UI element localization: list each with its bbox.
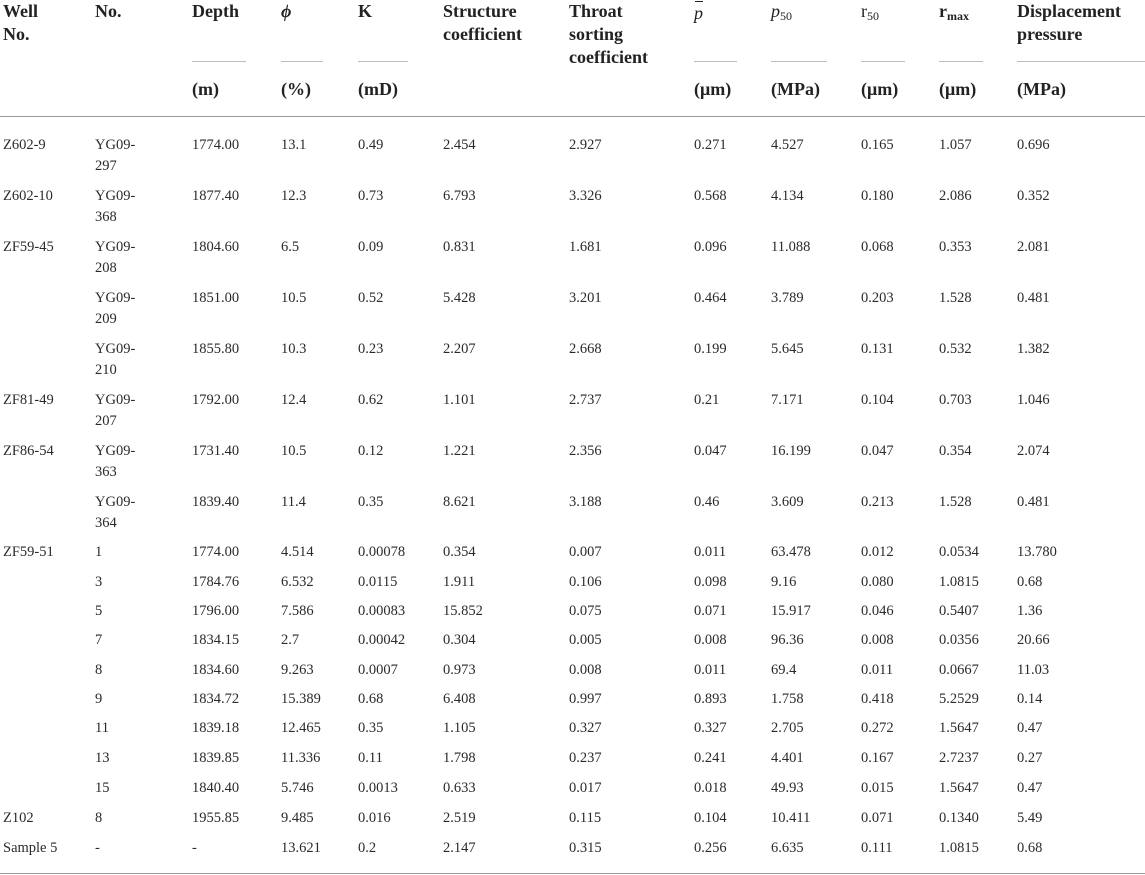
header-throat-line3: coefficient bbox=[569, 47, 648, 67]
cell-sc: 0.304 bbox=[443, 632, 476, 648]
cell-dp: 0.27 bbox=[1017, 750, 1043, 766]
cell-well: Z602-9 bbox=[3, 137, 46, 153]
header-r50-sub: 50 bbox=[867, 9, 879, 23]
cell-dp: 0.352 bbox=[1017, 188, 1050, 204]
header-throat-line1: Throat bbox=[569, 1, 623, 21]
cell-p50: 2.705 bbox=[771, 720, 804, 736]
cell-no bbox=[95, 748, 110, 769]
cell-sc: 0.633 bbox=[443, 780, 476, 796]
cell-sc: 2.207 bbox=[443, 341, 476, 357]
cell-dp: 20.66 bbox=[1017, 632, 1050, 648]
header-underline-rmax bbox=[939, 61, 983, 62]
cell-dp: 2.081 bbox=[1017, 239, 1050, 255]
cell-phi: 12.4 bbox=[281, 392, 307, 408]
cell-k: 0.12 bbox=[358, 443, 384, 459]
cell-no-line: 364 bbox=[95, 515, 117, 531]
cell-dp: 0.47 bbox=[1017, 780, 1043, 796]
cell-tsc: 3.326 bbox=[569, 188, 602, 204]
cell-dp: 0.481 bbox=[1017, 494, 1050, 510]
cell-pbar: 0.46 bbox=[694, 494, 720, 510]
cell-rmax: 1.528 bbox=[939, 290, 972, 306]
cell-pbar: 0.893 bbox=[694, 691, 727, 707]
cell-dp: 0.696 bbox=[1017, 137, 1050, 153]
cell-pbar: 0.256 bbox=[694, 840, 727, 856]
cell-phi: 13.1 bbox=[281, 137, 307, 153]
cell-r50: 0.131 bbox=[861, 341, 894, 357]
cell-no-line: 8 bbox=[95, 810, 103, 826]
cell-r50: 0.080 bbox=[861, 574, 894, 590]
cell-no-line: 208 bbox=[95, 260, 117, 276]
header-underline-permeability bbox=[358, 61, 408, 62]
cell-no-line: YG09- bbox=[95, 494, 136, 510]
header-rmax-symbol: r bbox=[939, 1, 947, 21]
cell-k: 0.016 bbox=[358, 810, 391, 826]
cell-tsc: 0.017 bbox=[569, 780, 602, 796]
cell-no-line: 3 bbox=[95, 574, 103, 590]
header-underline-r50 bbox=[861, 61, 905, 62]
unit-p50: (MPa) bbox=[771, 79, 820, 99]
cell-no-line: 9 bbox=[95, 691, 103, 707]
cell-dp: 0.68 bbox=[1017, 574, 1043, 590]
cell-phi: 6.532 bbox=[281, 574, 314, 590]
cell-rmax: 1.528 bbox=[939, 494, 972, 510]
cell-well: Z602-10 bbox=[3, 188, 53, 204]
cell-r50: 0.068 bbox=[861, 239, 894, 255]
cell-depth: 1792.00 bbox=[192, 392, 240, 408]
cell-no bbox=[95, 237, 135, 279]
cell-k: 0.49 bbox=[358, 137, 384, 153]
cell-no bbox=[95, 135, 135, 177]
header-permeability: K bbox=[358, 1, 373, 21]
cell-tsc: 1.681 bbox=[569, 239, 602, 255]
cell-p50: 4.134 bbox=[771, 188, 804, 204]
cell-depth: 1839.40 bbox=[192, 494, 240, 510]
cell-tsc: 3.201 bbox=[569, 290, 602, 306]
cell-tsc: 2.356 bbox=[569, 443, 602, 459]
cell-no-line: 7 bbox=[95, 632, 103, 648]
header-throat-line2: sorting bbox=[569, 24, 623, 44]
cell-tsc: 0.315 bbox=[569, 840, 602, 856]
cell-dp: 1.046 bbox=[1017, 392, 1050, 408]
cell-phi: 7.586 bbox=[281, 603, 314, 619]
cell-p50: 63.478 bbox=[771, 544, 811, 560]
cell-p50: 15.917 bbox=[771, 603, 811, 619]
cell-sc: 2.454 bbox=[443, 137, 476, 153]
header-underline-displacement bbox=[1017, 61, 1145, 62]
header-displacement-line2: pressure bbox=[1017, 24, 1083, 44]
cell-k: 0.09 bbox=[358, 239, 384, 255]
cell-well: ZF81-49 bbox=[3, 392, 54, 408]
unit-rmax: (μm) bbox=[939, 79, 977, 99]
cell-r50: 0.008 bbox=[861, 632, 894, 648]
cell-no bbox=[95, 630, 102, 651]
cell-sc: 2.147 bbox=[443, 840, 476, 856]
cell-r50: 0.213 bbox=[861, 494, 894, 510]
cell-depth: 1796.00 bbox=[192, 603, 240, 619]
unit-pbar: (μm) bbox=[694, 79, 732, 99]
cell-no-line: 5 bbox=[95, 603, 103, 619]
header-underline-porosity bbox=[281, 61, 323, 62]
cell-p50: 16.199 bbox=[771, 443, 811, 459]
cell-rmax: 0.532 bbox=[939, 341, 972, 357]
header-p50 bbox=[771, 0, 792, 28]
cell-dp: 13.780 bbox=[1017, 544, 1057, 560]
cell-r50: 0.203 bbox=[861, 290, 894, 306]
cell-phi: 11.336 bbox=[281, 750, 321, 766]
cell-depth: 1840.40 bbox=[192, 780, 240, 796]
cell-k: 0.62 bbox=[358, 392, 384, 408]
cell-no-line: 297 bbox=[95, 158, 117, 174]
unit-permeability: (mD) bbox=[358, 79, 398, 99]
cell-depth: 1834.72 bbox=[192, 691, 240, 707]
cell-tsc: 3.188 bbox=[569, 494, 602, 510]
header-no: No. bbox=[95, 1, 122, 21]
cell-r50: 0.180 bbox=[861, 188, 894, 204]
header-displacement-pressure bbox=[1017, 0, 1121, 46]
cell-no bbox=[95, 778, 110, 799]
cell-no-line: 13 bbox=[95, 750, 110, 766]
cell-no bbox=[95, 572, 102, 593]
cell-tsc: 0.997 bbox=[569, 691, 602, 707]
cell-phi: 4.514 bbox=[281, 544, 314, 560]
cell-no-line: 209 bbox=[95, 311, 117, 327]
cell-p50: 96.36 bbox=[771, 632, 804, 648]
cell-no-line: YG09- bbox=[95, 188, 136, 204]
cell-tsc: 0.075 bbox=[569, 603, 602, 619]
cell-dp: 11.03 bbox=[1017, 662, 1050, 678]
cell-rmax: 2.7237 bbox=[939, 750, 979, 766]
cell-p50: 1.758 bbox=[771, 691, 804, 707]
cell-phi: 13.621 bbox=[281, 840, 321, 856]
cell-pbar: 0.104 bbox=[694, 810, 727, 826]
cell-k: 0.00042 bbox=[358, 632, 406, 648]
cell-p50: 4.401 bbox=[771, 750, 804, 766]
cell-pbar: 0.098 bbox=[694, 574, 727, 590]
unit-r50: (μm) bbox=[861, 79, 899, 99]
cell-r50: 0.011 bbox=[861, 662, 894, 678]
cell-well: Sample 5 bbox=[3, 840, 58, 856]
cell-well: Z102 bbox=[3, 810, 34, 826]
cell-no-line: YG09- bbox=[95, 443, 136, 459]
cell-depth: 1834.15 bbox=[192, 632, 240, 648]
cell-phi: 5.746 bbox=[281, 780, 314, 796]
cell-sc: 1.101 bbox=[443, 392, 476, 408]
cell-depth: 1804.60 bbox=[192, 239, 240, 255]
cell-no-line: YG09- bbox=[95, 341, 136, 357]
cell-depth: 1877.40 bbox=[192, 188, 240, 204]
cell-p50: 49.93 bbox=[771, 780, 804, 796]
cell-r50: 0.047 bbox=[861, 443, 894, 459]
cell-tsc: 0.008 bbox=[569, 662, 602, 678]
cell-r50: 0.012 bbox=[861, 544, 894, 560]
cell-k: 0.00083 bbox=[358, 603, 406, 619]
cell-sc: 1.105 bbox=[443, 720, 476, 736]
cell-well: ZF59-51 bbox=[3, 544, 54, 560]
cell-p50: 3.609 bbox=[771, 494, 804, 510]
cell-p50: 7.171 bbox=[771, 392, 804, 408]
cell-no-line: 1 bbox=[95, 544, 103, 560]
cell-no-line: 207 bbox=[95, 413, 117, 429]
header-well-line2: No. bbox=[3, 24, 30, 44]
cell-no-line: 15 bbox=[95, 780, 110, 796]
cell-no bbox=[95, 718, 109, 739]
cell-no bbox=[95, 660, 102, 681]
cell-no bbox=[95, 390, 135, 432]
cell-tsc: 2.668 bbox=[569, 341, 602, 357]
cell-k: 0.00078 bbox=[358, 544, 406, 560]
cell-phi: 11.4 bbox=[281, 494, 306, 510]
cell-pbar: 0.011 bbox=[694, 662, 727, 678]
cell-phi: 10.5 bbox=[281, 443, 307, 459]
cell-r50: 0.071 bbox=[861, 810, 894, 826]
header-depth: Depth bbox=[192, 1, 240, 21]
cell-sc: 0.354 bbox=[443, 544, 476, 560]
cell-r50: 0.165 bbox=[861, 137, 894, 153]
cell-rmax: 0.0534 bbox=[939, 544, 979, 560]
cell-phi: 6.5 bbox=[281, 239, 300, 255]
cell-tsc: 0.007 bbox=[569, 544, 602, 560]
cell-dp: 0.68 bbox=[1017, 840, 1043, 856]
cell-r50: 0.111 bbox=[861, 840, 893, 856]
cell-no bbox=[95, 492, 135, 534]
cell-dp: 0.481 bbox=[1017, 290, 1050, 306]
cell-rmax: 0.0356 bbox=[939, 632, 979, 648]
cell-sc: 5.428 bbox=[443, 290, 476, 306]
header-r50-symbol: r bbox=[861, 1, 867, 21]
header-throat-sorting bbox=[569, 0, 648, 69]
cell-rmax: 1.0815 bbox=[939, 574, 979, 590]
cell-depth: - bbox=[192, 840, 197, 856]
cell-depth: 1784.76 bbox=[192, 574, 240, 590]
cell-k: 0.23 bbox=[358, 341, 384, 357]
cell-depth: 1839.18 bbox=[192, 720, 240, 736]
header-bottom-rule bbox=[0, 116, 1145, 117]
cell-no-line: 8 bbox=[95, 662, 103, 678]
cell-no-line: YG09- bbox=[95, 290, 136, 306]
cell-k: 0.52 bbox=[358, 290, 384, 306]
cell-sc: 6.793 bbox=[443, 188, 476, 204]
cell-depth: 1731.40 bbox=[192, 443, 240, 459]
cell-no bbox=[95, 339, 135, 381]
cell-pbar: 0.271 bbox=[694, 137, 727, 153]
header-structure-line1: Structure bbox=[443, 1, 517, 21]
cell-no-line: 11 bbox=[95, 720, 109, 736]
cell-dp: 0.14 bbox=[1017, 691, 1043, 707]
cell-sc: 1.911 bbox=[443, 574, 476, 590]
cell-rmax: 1.5647 bbox=[939, 780, 979, 796]
unit-depth: (m) bbox=[192, 79, 219, 99]
cell-k: 0.2 bbox=[358, 840, 377, 856]
cell-no-line: YG09- bbox=[95, 392, 136, 408]
cell-rmax: 1.057 bbox=[939, 137, 972, 153]
cell-rmax: 0.353 bbox=[939, 239, 972, 255]
header-structure-coefficient bbox=[443, 0, 522, 46]
cell-rmax: 5.2529 bbox=[939, 691, 979, 707]
cell-p50: 4.527 bbox=[771, 137, 804, 153]
cell-k: 0.11 bbox=[358, 750, 383, 766]
cell-tsc: 0.327 bbox=[569, 720, 602, 736]
cell-sc: 0.831 bbox=[443, 239, 476, 255]
unit-porosity: (%) bbox=[281, 79, 311, 99]
cell-tsc: 0.115 bbox=[569, 810, 602, 826]
cell-phi: 10.5 bbox=[281, 290, 307, 306]
cell-k: 0.0115 bbox=[358, 574, 398, 590]
cell-tsc: 0.005 bbox=[569, 632, 602, 648]
cell-k: 0.0007 bbox=[358, 662, 398, 678]
cell-no bbox=[95, 288, 135, 330]
cell-r50: 0.046 bbox=[861, 603, 894, 619]
cell-tsc: 2.927 bbox=[569, 137, 602, 153]
cell-r50: 0.104 bbox=[861, 392, 894, 408]
cell-no bbox=[95, 186, 135, 228]
cell-pbar: 0.071 bbox=[694, 603, 727, 619]
header-displacement-line1: Displacement bbox=[1017, 1, 1121, 21]
cell-pbar: 0.096 bbox=[694, 239, 727, 255]
cell-r50: 0.167 bbox=[861, 750, 894, 766]
cell-depth: 1834.60 bbox=[192, 662, 240, 678]
cell-rmax: 0.0667 bbox=[939, 662, 979, 678]
table-bottom-rule bbox=[0, 873, 1145, 874]
cell-p50: 6.635 bbox=[771, 840, 804, 856]
cell-no bbox=[95, 542, 102, 563]
header-underline-p50 bbox=[771, 61, 827, 62]
cell-p50: 10.411 bbox=[771, 810, 811, 826]
cell-no-line: - bbox=[95, 840, 100, 856]
cell-pbar: 0.018 bbox=[694, 780, 727, 796]
cell-no bbox=[95, 838, 100, 859]
header-underline-pbar bbox=[694, 61, 737, 62]
cell-pbar: 0.464 bbox=[694, 290, 727, 306]
cell-dp: 5.49 bbox=[1017, 810, 1043, 826]
header-well-line1: Well bbox=[3, 1, 38, 21]
cell-dp: 2.074 bbox=[1017, 443, 1050, 459]
cell-depth: 1774.00 bbox=[192, 137, 240, 153]
cell-no-line: 368 bbox=[95, 209, 117, 225]
header-p50-sub: 50 bbox=[780, 9, 792, 23]
cell-phi: 10.3 bbox=[281, 341, 307, 357]
cell-depth: 1774.00 bbox=[192, 544, 240, 560]
cell-rmax: 0.703 bbox=[939, 392, 972, 408]
header-porosity-symbol: ϕ bbox=[281, 1, 292, 21]
cell-r50: 0.015 bbox=[861, 780, 894, 796]
cell-dp: 1.36 bbox=[1017, 603, 1043, 619]
cell-k: 0.68 bbox=[358, 691, 384, 707]
cell-r50: 0.418 bbox=[861, 691, 894, 707]
cell-sc: 2.519 bbox=[443, 810, 476, 826]
cell-pbar: 0.327 bbox=[694, 720, 727, 736]
cell-p50: 9.16 bbox=[771, 574, 797, 590]
cell-k: 0.0013 bbox=[358, 780, 398, 796]
cell-sc: 1.798 bbox=[443, 750, 476, 766]
cell-well: ZF86-54 bbox=[3, 443, 54, 459]
cell-no-line: YG09- bbox=[95, 239, 136, 255]
cell-rmax: 1.5647 bbox=[939, 720, 979, 736]
cell-sc: 8.621 bbox=[443, 494, 476, 510]
cell-no-line: YG09- bbox=[95, 137, 136, 153]
header-structure-line2: coefficient bbox=[443, 24, 522, 44]
cell-no bbox=[95, 808, 102, 829]
cell-depth: 1855.80 bbox=[192, 341, 240, 357]
cell-rmax: 0.354 bbox=[939, 443, 972, 459]
cell-rmax: 0.5407 bbox=[939, 603, 979, 619]
cell-no bbox=[95, 689, 102, 710]
cell-well: ZF59-45 bbox=[3, 239, 54, 255]
cell-dp: 0.47 bbox=[1017, 720, 1043, 736]
cell-k: 0.35 bbox=[358, 720, 384, 736]
cell-sc: 1.221 bbox=[443, 443, 476, 459]
header-porosity bbox=[281, 0, 291, 23]
cell-tsc: 0.106 bbox=[569, 574, 602, 590]
cell-rmax: 2.086 bbox=[939, 188, 972, 204]
cell-pbar: 0.047 bbox=[694, 443, 727, 459]
cell-pbar: 0.199 bbox=[694, 341, 727, 357]
cell-phi: 12.3 bbox=[281, 188, 307, 204]
cell-k: 0.73 bbox=[358, 188, 384, 204]
header-mean-pore-radius bbox=[694, 2, 703, 25]
cell-k: 0.35 bbox=[358, 494, 384, 510]
header-rmax bbox=[939, 0, 969, 28]
cell-sc: 15.852 bbox=[443, 603, 483, 619]
cell-pbar: 0.241 bbox=[694, 750, 727, 766]
cell-phi: 9.485 bbox=[281, 810, 314, 826]
unit-displacement: (MPa) bbox=[1017, 79, 1066, 99]
cell-no-line: 210 bbox=[95, 362, 117, 378]
cell-rmax: 0.1340 bbox=[939, 810, 979, 826]
cell-sc: 6.408 bbox=[443, 691, 476, 707]
cell-depth: 1955.85 bbox=[192, 810, 240, 826]
cell-pbar: 0.21 bbox=[694, 392, 720, 408]
header-rmax-sub: max bbox=[947, 9, 969, 23]
cell-no-line: 363 bbox=[95, 464, 117, 480]
cell-phi: 9.263 bbox=[281, 662, 314, 678]
cell-rmax: 1.0815 bbox=[939, 840, 979, 856]
header-pbar-symbol: p bbox=[694, 3, 703, 23]
cell-no bbox=[95, 441, 135, 483]
cell-tsc: 0.237 bbox=[569, 750, 602, 766]
cell-p50: 5.645 bbox=[771, 341, 804, 357]
header-underline-depth bbox=[192, 61, 246, 62]
cell-phi: 12.465 bbox=[281, 720, 321, 736]
cell-pbar: 0.011 bbox=[694, 544, 727, 560]
cell-phi: 15.389 bbox=[281, 691, 321, 707]
cell-tsc: 2.737 bbox=[569, 392, 602, 408]
cell-p50: 69.4 bbox=[771, 662, 797, 678]
cell-depth: 1851.00 bbox=[192, 290, 240, 306]
cell-dp: 1.382 bbox=[1017, 341, 1050, 357]
cell-pbar: 0.008 bbox=[694, 632, 727, 648]
cell-no bbox=[95, 601, 102, 622]
cell-pbar: 0.568 bbox=[694, 188, 727, 204]
cell-depth: 1839.85 bbox=[192, 750, 240, 766]
cell-r50: 0.272 bbox=[861, 720, 894, 736]
header-well-no bbox=[3, 0, 38, 46]
cell-phi: 2.7 bbox=[281, 632, 300, 648]
header-r50 bbox=[861, 0, 879, 28]
cell-p50: 3.789 bbox=[771, 290, 804, 306]
cell-sc: 0.973 bbox=[443, 662, 476, 678]
header-p50-symbol: p bbox=[771, 1, 780, 21]
cell-p50: 11.088 bbox=[771, 239, 811, 255]
